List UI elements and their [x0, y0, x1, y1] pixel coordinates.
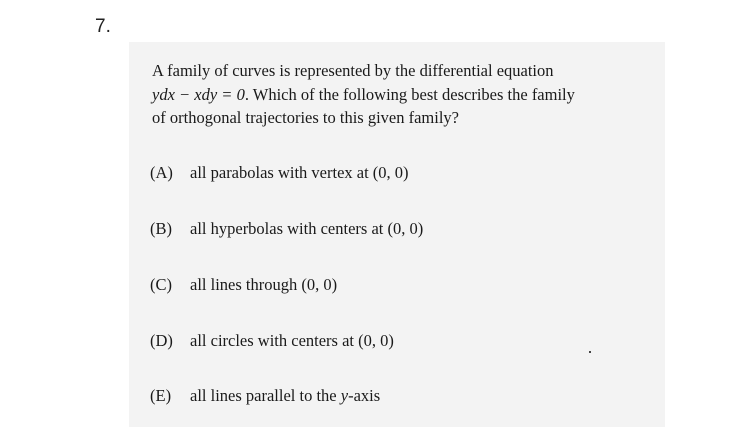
scan-speck [589, 351, 591, 353]
choice-d-letter: (D) [150, 331, 173, 350]
stem-line-2-text: . Which of the following best describes the family [244, 84, 575, 104]
choice-b-letter: (B) [150, 219, 172, 238]
stem-line-2 [152, 83, 632, 107]
choice-e-text-before: all lines parallel to the [190, 386, 341, 405]
choice-b-text: all hyperbolas with centers at (0, 0) [190, 219, 424, 238]
choice-b[interactable] [150, 219, 423, 239]
question-stem [152, 59, 632, 130]
choice-e[interactable] [150, 386, 380, 406]
stem-equation: ydx − xdy = 0 [152, 84, 245, 104]
choice-a-letter: (A) [150, 163, 173, 182]
choice-a[interactable] [150, 163, 409, 183]
stem-line-1: A family of curves is represented by the differential equation [152, 61, 554, 80]
choice-d[interactable] [150, 331, 394, 351]
choice-e-letter: (E) [150, 386, 172, 405]
stem-line-3: of orthogonal trajectories to this given family? [152, 108, 459, 127]
choice-c[interactable] [150, 275, 337, 295]
choice-d-text: all circles with centers at (0, 0) [190, 331, 394, 350]
question-number: 7. [95, 16, 111, 37]
choice-c-letter: (C) [150, 275, 172, 294]
choice-e-variable: y [340, 386, 349, 405]
choice-c-text: all lines through (0, 0) [190, 275, 338, 294]
choice-e-text-after: -axis [348, 386, 381, 405]
choice-a-text: all parabolas with vertex at (0, 0) [190, 163, 409, 182]
